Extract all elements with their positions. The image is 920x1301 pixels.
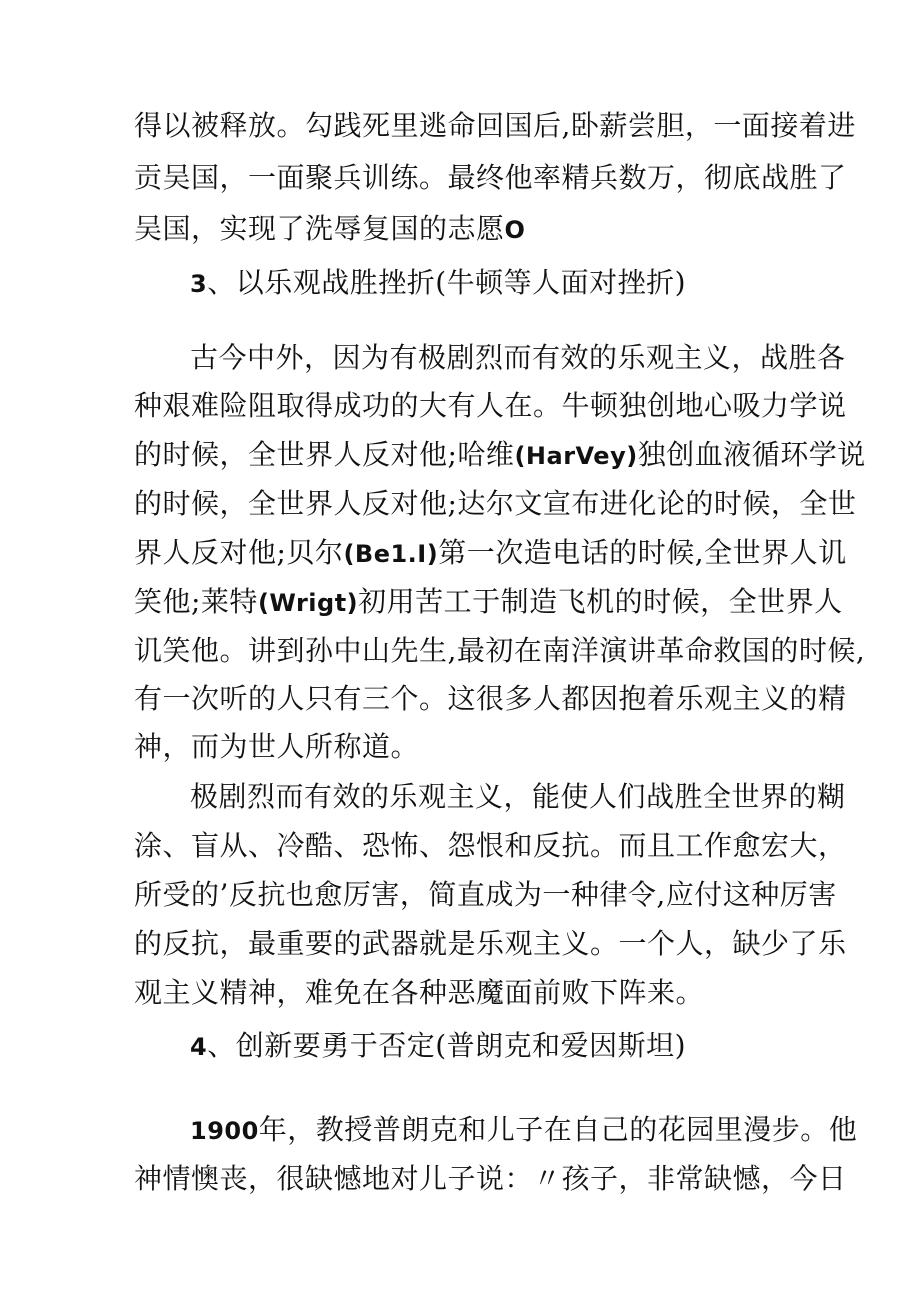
paragraph-2-line-6 bbox=[134, 580, 843, 624]
paragraph-4-line-1-text: 年，教授普朗克和儿子在自己的花园里漫步。他 bbox=[258, 1113, 858, 1146]
paragraph-1-line-3 bbox=[134, 207, 525, 251]
paragraph-2-line-7: 讥笑他。讲到孙中山先生,最初在南洋演讲革命救国的时候, bbox=[134, 634, 866, 667]
paragraph-2-line-6-a: 笑他;莱特 bbox=[134, 585, 258, 618]
paragraph-1-line-2: 贡吴国，一面聚兵训练。最终他率精兵数万，彻底战胜了 bbox=[134, 161, 847, 194]
heading-3 bbox=[190, 261, 686, 305]
heading-3-text: 、以乐观战胜挫折(牛顿等人面对挫折) bbox=[207, 266, 687, 299]
paragraph-3-line-2: 涂、盲从、冷酷、恐怖、怨恨和反抗。而且工作愈宏大， bbox=[134, 829, 847, 862]
paragraph-2-line-6-c: 初用苦工于制造飞机的时候，全世界人 bbox=[358, 585, 843, 618]
paragraph-2-line-5 bbox=[134, 531, 847, 575]
paragraph-2-line-3-b: (HarVey) bbox=[514, 442, 638, 470]
paragraph-2-line-5-a: 界人反对他;贝尔 bbox=[134, 536, 344, 569]
paragraph-3-line-5: 观主义精神，难免在各种恶魔面前败下阵来。 bbox=[134, 976, 705, 1009]
paragraph-2-line-9: 神，而为世人所称道。 bbox=[134, 730, 420, 763]
paragraph-2-line-8: 有一次听的人只有三个。这很多人都因抱着乐观主义的精 bbox=[134, 682, 847, 715]
paragraph-2-line-5-c: 第一次造电话的时候,全世界人讥 bbox=[438, 536, 847, 569]
paragraph-4-line-1 bbox=[190, 1108, 857, 1152]
paragraph-2-line-3-a: 的时候，全世界人反对他;哈维 bbox=[134, 438, 515, 471]
heading-4-text: 、创新要勇于否定(普朗克和爱因斯坦) bbox=[207, 1029, 687, 1062]
paragraph-2-line-3 bbox=[134, 433, 866, 477]
paragraph-2-line-5-b: (Be1.I) bbox=[343, 540, 439, 568]
paragraph-1-line-3-end: O bbox=[504, 216, 526, 244]
paragraph-2-line-4: 的时候，全世界人反对他;达尔文宣布进化论的时候，全世 bbox=[134, 487, 857, 520]
paragraph-3-line-1: 极剧烈而有效的乐观主义，能使人们战胜全世界的糊 bbox=[190, 780, 846, 813]
paragraph-2-line-3-c: 独创血液循环学说 bbox=[637, 438, 866, 471]
paragraph-1-line-3-text: 吴国，实现了洗辱复国的志愿 bbox=[134, 212, 505, 245]
paragraph-4-year: 1900 bbox=[190, 1117, 259, 1145]
paragraph-1-line-1: 得以被释放。勾践死里逃命回国后,卧薪尝胆，一面接着进 bbox=[134, 109, 856, 142]
paragraph-3-line-4: 的反抗，最重要的武器就是乐观主义。一个人，缺少了乐 bbox=[134, 927, 847, 960]
paragraph-2-line-1: 古今中外，因为有极剧烈而有效的乐观主义，战胜各 bbox=[190, 341, 846, 374]
paragraph-2-line-6-b: (Wrigt) bbox=[257, 589, 359, 617]
paragraph-3-line-3: 所受的’反抗也愈厉害，简直成为一种律令,应付这种厉害 bbox=[134, 878, 837, 911]
paragraph-2-line-2: 种艰难险阻取得成功的大有人在。牛顿独创地心吸力学说 bbox=[134, 389, 847, 422]
heading-4-number: 4 bbox=[190, 1033, 208, 1061]
heading-3-number: 3 bbox=[190, 270, 208, 298]
heading-4 bbox=[190, 1024, 686, 1068]
paragraph-4-line-2: 神情懊丧，很缺憾地对儿子说：〃孩子，非常缺憾，今日 bbox=[134, 1162, 847, 1195]
